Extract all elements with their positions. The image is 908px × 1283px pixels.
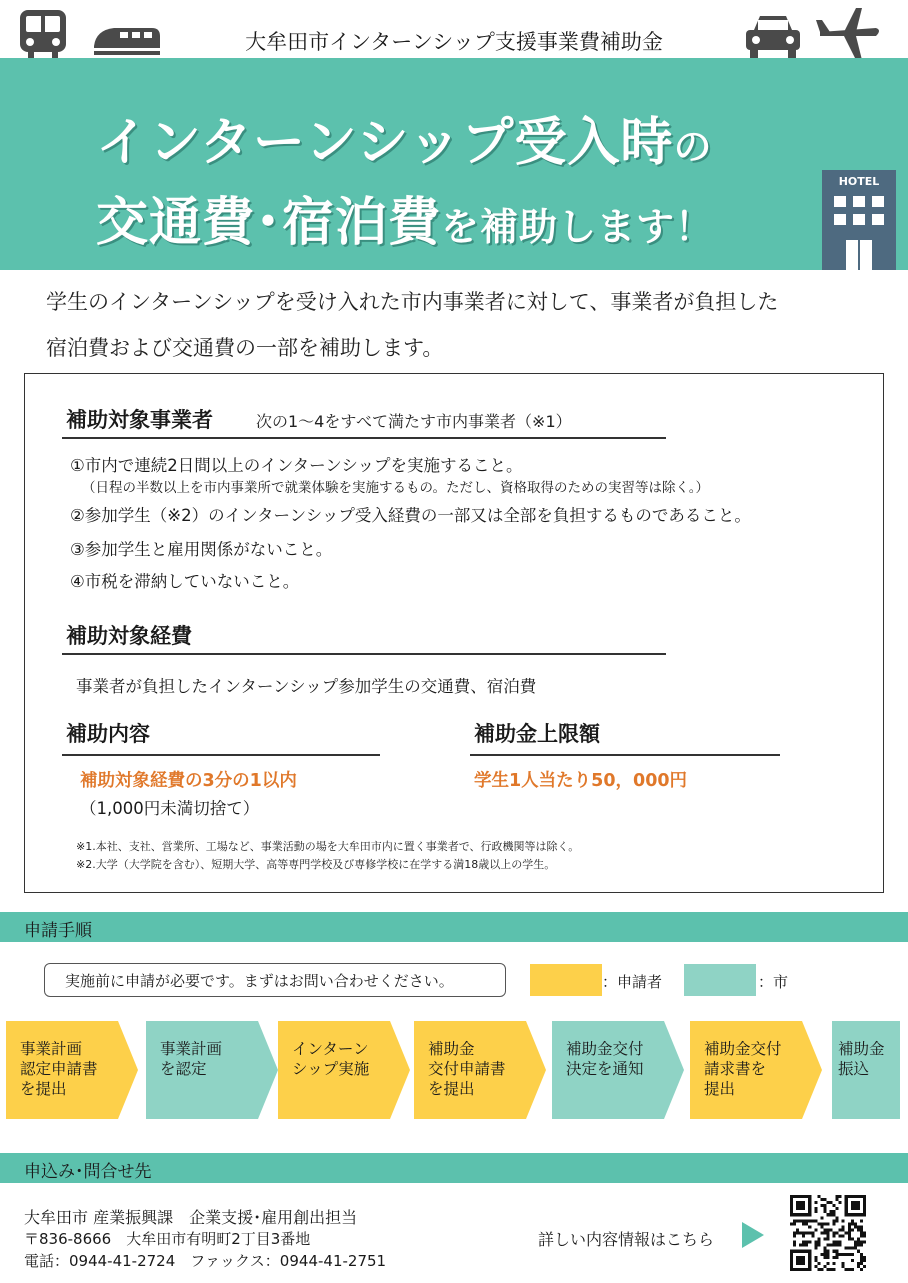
eligibility-subtitle: 次の1～4をすべて満たす市内事業者（※1） [256,412,572,431]
limit-heading: 補助金上限額 [474,722,600,746]
procedure-step-1 [6,1021,138,1119]
eligibility-item-3: ③参加学生と雇用関係がないこと。 [70,540,333,559]
eligibility-rule [62,437,666,439]
legend-applicant-label: ：申請者 [602,973,663,991]
hotel-sign: HOTEL [838,175,880,188]
procedure-heading: 申請手順 [0,912,908,942]
hero-line-1-main: インターンシップ受入時 [96,113,674,173]
content-note: （1,000円未満切捨て） [80,799,260,818]
hero-line-1-small: の [673,125,713,169]
procedure-step-label: 補助金交付 決定を通知 [566,1040,644,1078]
limit-rule [470,754,780,756]
intro-line-1: 学生のインターンシップを受け入れた市内事業者に対して、事業者が負担した [46,290,779,314]
content-value: 補助対象経費の3分の1以内 [80,771,297,791]
hotel-icon [822,170,896,270]
procedure-step-6 [690,1021,822,1119]
procedure-step-label: 補助金 交付申請書 を提出 [428,1040,506,1098]
expenses-text: 事業者が負担したインターンシップ参加学生の交通費、宿泊費 [76,677,537,696]
eligibility-heading: 補助対象事業者 [66,408,213,432]
contact-dept: 大牟田市 産業振興課 企業支援･雇用創出担当 [24,1208,358,1227]
qr-code[interactable] [790,1195,866,1271]
procedure-step-3 [278,1021,410,1119]
procedure-step-5 [552,1021,684,1119]
hero-line-1 [96,100,713,175]
footnote-2: ※2.大学（大学院を含む）、短期大学、高等専門学校及び専修学校に在学する満18歳以上の学生。 [76,858,556,871]
contact-heading: 申込み･問合せ先 [0,1153,908,1183]
procedure-notice: 実施前に申請が必要です。まずはお問い合わせください。 [44,963,506,997]
procedure-step-label: 事業計画 を認定 [160,1040,223,1078]
eligibility-item-4: ④市税を滞納していないこと。 [70,572,300,591]
contact-phone: 電話：0944-41-2724 ファックス：0944-41-2751 [24,1252,387,1270]
more-info-text: 詳しい内容情報はこちら [538,1230,715,1249]
hero-line-2-small: を補助します！ [441,205,715,249]
contact-address: 〒836-8666 大牟田市有明町2丁目3番地 [24,1230,311,1248]
expenses-heading: 補助対象経費 [66,624,192,648]
legend-applicant-swatch [530,964,602,996]
eligibility-item-1: ①市内で連続2日間以上のインターンシップを実施すること。 [70,456,523,475]
procedure-step-label: 補助金交付 請求書を 提出 [704,1040,782,1098]
procedure-step-4 [414,1021,546,1119]
legend-city-label: ：市 [758,973,789,991]
hero-line-2 [96,180,714,255]
legend-city-swatch [684,964,756,996]
eligibility-item-1-note: （日程の半数以上を市内事業所で就業体験を実施するもの。ただし、資格取得のための実習等は除く。） [82,480,709,496]
procedure-step-2 [146,1021,278,1119]
hero-line-2-main: 交通費･宿泊費 [96,193,442,253]
procedure-step-label: インターン シップ実施 [292,1040,370,1078]
procedure-step-7 [832,1021,900,1119]
procedure-step-label: 補助金 振込 [838,1040,885,1078]
intro-line-2: 宿泊費および交通費の一部を補助します。 [46,336,444,360]
limit-value: 学生1人当たり50，000円 [474,771,688,791]
arrow-right-icon [740,1220,766,1250]
content-heading: 補助内容 [66,722,150,746]
content-rule [62,754,380,756]
procedure-step-label: 事業計画 認定申請書 を提出 [20,1040,98,1098]
program-title: 大牟田市インターンシップ支援事業費補助金 [245,30,663,54]
footnote-1: ※1.本社、支社、営業所、工場など、事業活動の場を大牟田市内に置く事業者で、行政機関等は除く。 [76,840,580,853]
expenses-rule [62,653,666,655]
eligibility-item-2: ②参加学生（※2）のインターンシップ受入経費の一部又は全部を負担するものであること。 [70,506,751,525]
